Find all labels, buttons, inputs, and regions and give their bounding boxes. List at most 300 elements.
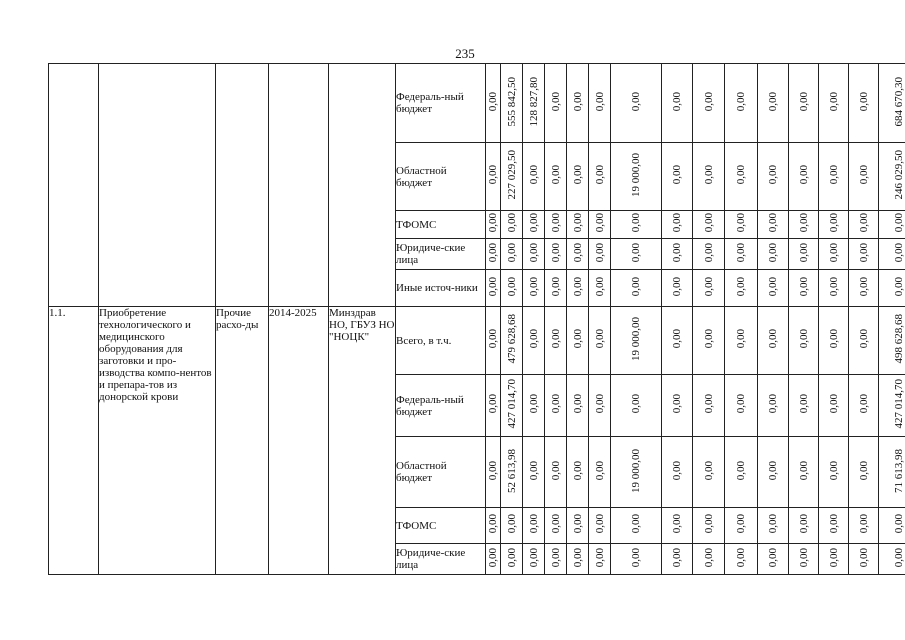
amount-value: 0,00 — [767, 329, 779, 349]
amount-cell — [758, 508, 789, 544]
amount-value: 0,00 — [571, 329, 584, 349]
amount-value: 0,00 — [671, 276, 683, 297]
amount-cell — [501, 239, 523, 270]
expense-type-cell: Прочие расхо-ды — [216, 307, 269, 575]
amount-value: 0,00 — [797, 514, 810, 534]
amount-value: 0,00 — [767, 91, 779, 112]
amount-value: 0,00 — [630, 514, 642, 534]
amount-cell — [849, 211, 879, 239]
amount-cell — [879, 211, 905, 239]
amount-cell — [879, 307, 905, 375]
amount-value: 0,00 — [702, 394, 715, 414]
amount-value: 19 000,00 — [630, 448, 642, 493]
amount-value: 0,00 — [593, 91, 606, 112]
amount-value: 0,00 — [671, 213, 683, 233]
amount-value: 0,00 — [857, 91, 870, 112]
period-cell — [269, 64, 329, 307]
amount-value: 0,00 — [702, 165, 715, 185]
amount-cell — [486, 239, 501, 270]
amount-cell — [693, 544, 725, 575]
amount-value: 0,00 — [702, 242, 715, 263]
amount-cell — [693, 307, 725, 375]
amount-value: 0,00 — [797, 276, 810, 297]
amount-cell — [662, 544, 693, 575]
amount-cell — [725, 211, 758, 239]
amount-value: 0,00 — [593, 213, 606, 233]
amount-cell — [523, 211, 545, 239]
amount-cell — [589, 239, 611, 270]
funding-source-cell: Областной бюджет — [396, 143, 486, 211]
amount-cell — [819, 437, 849, 508]
amount-value: 0,00 — [593, 165, 606, 185]
amount-value: 0,00 — [702, 329, 715, 349]
amount-value: 0,00 — [630, 242, 642, 263]
amount-value: 0,00 — [671, 242, 683, 263]
amount-cell — [725, 239, 758, 270]
amount-cell — [849, 239, 879, 270]
amount-value: 0,00 — [827, 91, 840, 112]
amount-cell — [545, 211, 567, 239]
amount-value: 0,00 — [527, 276, 540, 297]
amount-value: 0,00 — [893, 242, 905, 263]
amount-value: 0,00 — [735, 242, 747, 263]
amount-value: 0,00 — [671, 165, 683, 185]
amount-cell — [589, 375, 611, 437]
amount-value: 0,00 — [487, 329, 499, 349]
amount-value: 0,00 — [549, 514, 562, 534]
amount-value: 0,00 — [630, 91, 642, 112]
amount-cell — [501, 143, 523, 211]
amount-value: 0,00 — [735, 460, 747, 481]
amount-value: 19 000,00 — [630, 153, 642, 197]
amount-value: 0,00 — [797, 329, 810, 349]
amount-cell — [789, 64, 819, 143]
amount-cell — [611, 270, 662, 307]
amount-cell — [545, 307, 567, 375]
amount-value: 0,00 — [571, 242, 584, 263]
amount-value: 0,00 — [571, 514, 584, 534]
amount-cell — [879, 64, 905, 143]
amount-value: 0,00 — [593, 547, 606, 568]
amount-value: 0,00 — [857, 165, 870, 185]
amount-cell — [758, 437, 789, 508]
amount-value: 0,00 — [527, 329, 540, 349]
amount-cell — [879, 508, 905, 544]
amount-cell — [611, 307, 662, 375]
amount-value: 0,00 — [549, 213, 562, 233]
amount-cell — [819, 375, 849, 437]
amount-cell — [789, 270, 819, 307]
amount-cell — [819, 508, 849, 544]
amount-value: 0,00 — [767, 460, 779, 481]
amount-value: 0,00 — [827, 460, 840, 481]
amount-cell — [758, 544, 789, 575]
amount-cell — [486, 211, 501, 239]
amount-value: 0,00 — [735, 394, 747, 414]
amount-cell — [849, 143, 879, 211]
amount-cell — [567, 270, 589, 307]
amount-value: 0,00 — [571, 91, 584, 112]
amount-cell — [693, 270, 725, 307]
amount-value: 0,00 — [571, 213, 584, 233]
measure-name-cell: Приобретение технологического и медицинского оборудования для заготовки и про-изводства компо-нентов и препара-тов из донорской крови — [99, 307, 216, 575]
amount-value: 0,00 — [797, 165, 810, 185]
amount-value: 71 613,98 — [893, 448, 905, 493]
amount-value: 479 628,68 — [505, 314, 518, 364]
amount-cell — [611, 375, 662, 437]
amount-value: 0,00 — [702, 514, 715, 534]
amount-value: 0,00 — [735, 547, 747, 568]
amount-cell — [567, 375, 589, 437]
amount-cell — [879, 143, 905, 211]
amount-cell — [589, 64, 611, 143]
amount-cell — [725, 64, 758, 143]
amount-cell — [879, 544, 905, 575]
amount-cell — [589, 437, 611, 508]
amount-value: 0,00 — [735, 165, 747, 185]
amount-cell — [725, 544, 758, 575]
amount-value: 0,00 — [767, 276, 779, 297]
amount-value: 0,00 — [487, 547, 499, 568]
amount-cell — [501, 270, 523, 307]
amount-cell — [486, 143, 501, 211]
amount-value: 0,00 — [671, 91, 683, 112]
amount-cell — [523, 64, 545, 143]
amount-cell — [545, 64, 567, 143]
amount-value: 0,00 — [671, 329, 683, 349]
amount-cell — [589, 211, 611, 239]
amount-value: 0,00 — [593, 394, 606, 414]
amount-cell — [849, 544, 879, 575]
amount-cell — [819, 307, 849, 375]
amount-cell — [819, 143, 849, 211]
amount-cell — [545, 375, 567, 437]
amount-cell — [567, 64, 589, 143]
amount-cell — [589, 270, 611, 307]
amount-cell — [662, 211, 693, 239]
amount-cell — [725, 270, 758, 307]
amount-cell — [662, 270, 693, 307]
funding-source-cell: Всего, в т.ч. — [396, 307, 486, 375]
amount-value: 0,00 — [702, 547, 715, 568]
amount-value: 0,00 — [630, 394, 642, 414]
amount-value: 0,00 — [505, 514, 518, 534]
amount-value: 0,00 — [505, 242, 518, 263]
table-row — [49, 64, 905, 143]
amount-cell — [486, 64, 501, 143]
amount-cell — [486, 544, 501, 575]
amount-value: 0,00 — [827, 213, 840, 233]
amount-value: 0,00 — [505, 547, 518, 568]
amount-value: 0,00 — [527, 242, 540, 263]
amount-cell — [693, 143, 725, 211]
amount-cell — [523, 307, 545, 375]
executor-cell — [329, 64, 396, 307]
amount-value: 0,00 — [893, 276, 905, 297]
row-number-cell — [49, 64, 99, 307]
amount-value: 0,00 — [735, 329, 747, 349]
amount-value: 0,00 — [827, 242, 840, 263]
amount-cell — [693, 437, 725, 508]
amount-value: 0,00 — [527, 514, 540, 534]
amount-value: 0,00 — [549, 165, 562, 185]
amount-cell — [589, 307, 611, 375]
amount-value: 0,00 — [505, 213, 518, 233]
amount-value: 0,00 — [487, 394, 499, 414]
amount-cell — [789, 239, 819, 270]
amount-value: 0,00 — [487, 213, 499, 233]
amount-value: 19 000,00 — [630, 317, 642, 361]
expense-type-cell — [216, 64, 269, 307]
amount-value: 0,00 — [527, 460, 540, 481]
amount-cell — [611, 143, 662, 211]
amount-cell — [758, 375, 789, 437]
amount-value: 0,00 — [487, 165, 499, 185]
amount-value: 427 014,70 — [893, 379, 905, 429]
amount-value: 0,00 — [593, 329, 606, 349]
amount-value: 0,00 — [857, 242, 870, 263]
amount-cell — [501, 437, 523, 508]
amount-cell — [567, 239, 589, 270]
amount-cell — [545, 270, 567, 307]
amount-value: 0,00 — [671, 547, 683, 568]
amount-cell — [819, 211, 849, 239]
amount-value: 0,00 — [593, 514, 606, 534]
amount-value: 0,00 — [735, 514, 747, 534]
amount-value: 0,00 — [702, 460, 715, 481]
funding-source-cell: ТФОМС — [396, 508, 486, 544]
amount-value: 0,00 — [487, 514, 499, 534]
amount-value: 0,00 — [797, 394, 810, 414]
amount-value: 0,00 — [893, 213, 905, 233]
amount-cell — [567, 307, 589, 375]
amount-value: 498 628,68 — [893, 314, 905, 364]
amount-value: 0,00 — [767, 514, 779, 534]
amount-cell — [501, 508, 523, 544]
amount-cell — [758, 64, 789, 143]
amount-cell — [567, 437, 589, 508]
amount-value: 0,00 — [527, 547, 540, 568]
amount-cell — [567, 544, 589, 575]
amount-cell — [501, 64, 523, 143]
amount-value: 0,00 — [893, 514, 905, 534]
amount-value: 0,00 — [767, 394, 779, 414]
amount-cell — [789, 143, 819, 211]
amount-value: 0,00 — [549, 394, 562, 414]
funding-source-cell: Юридиче-ские лица — [396, 544, 486, 575]
amount-cell — [849, 64, 879, 143]
amount-value: 0,00 — [630, 213, 642, 233]
amount-cell — [849, 508, 879, 544]
amount-cell — [486, 270, 501, 307]
amount-value: 246 029,50 — [893, 150, 905, 200]
amount-value: 0,00 — [702, 91, 715, 112]
amount-value: 0,00 — [671, 514, 683, 534]
amount-value: 0,00 — [487, 460, 499, 481]
amount-cell — [849, 307, 879, 375]
amount-cell — [758, 239, 789, 270]
amount-cell — [501, 544, 523, 575]
amount-cell — [819, 544, 849, 575]
amount-cell — [693, 375, 725, 437]
amount-value: 0,00 — [857, 547, 870, 568]
amount-cell — [662, 508, 693, 544]
amount-value: 0,00 — [487, 276, 499, 297]
amount-value: 227 029,50 — [505, 150, 518, 200]
row-number-cell: 1.1. — [49, 307, 99, 575]
amount-value: 0,00 — [827, 276, 840, 297]
amount-cell — [611, 211, 662, 239]
amount-cell — [693, 64, 725, 143]
amount-cell — [523, 437, 545, 508]
amount-value: 0,00 — [827, 394, 840, 414]
amount-cell — [567, 508, 589, 544]
amount-cell — [725, 437, 758, 508]
amount-value: 0,00 — [527, 213, 540, 233]
amount-value: 0,00 — [702, 276, 715, 297]
amount-value: 0,00 — [857, 213, 870, 233]
amount-cell — [725, 508, 758, 544]
amount-value: 128 827,80 — [527, 76, 540, 127]
amount-value: 0,00 — [549, 329, 562, 349]
page-number: 235 — [455, 46, 475, 61]
amount-cell — [725, 307, 758, 375]
amount-cell — [789, 307, 819, 375]
amount-cell — [611, 239, 662, 270]
amount-value: 0,00 — [735, 213, 747, 233]
amount-cell — [545, 437, 567, 508]
amount-value: 0,00 — [827, 329, 840, 349]
amount-value: 0,00 — [797, 213, 810, 233]
amount-cell — [849, 270, 879, 307]
amount-value: 0,00 — [571, 460, 584, 481]
amount-cell — [523, 508, 545, 544]
amount-cell — [819, 270, 849, 307]
amount-cell — [879, 239, 905, 270]
amount-cell — [789, 375, 819, 437]
amount-value: 0,00 — [593, 460, 606, 481]
amount-cell — [486, 375, 501, 437]
amount-value: 0,00 — [549, 547, 562, 568]
amount-value: 0,00 — [549, 460, 562, 481]
period-cell: 2014-2025 — [269, 307, 329, 575]
amount-cell — [501, 307, 523, 375]
amount-value: 0,00 — [893, 547, 905, 568]
amount-cell — [849, 437, 879, 508]
amount-cell — [523, 270, 545, 307]
amount-cell — [589, 143, 611, 211]
amount-cell — [789, 211, 819, 239]
amount-cell — [662, 307, 693, 375]
amount-cell — [545, 508, 567, 544]
amount-cell — [662, 143, 693, 211]
amount-cell — [611, 64, 662, 143]
funding-source-cell: Юридиче-ские лица — [396, 239, 486, 270]
amount-cell — [849, 375, 879, 437]
amount-cell — [693, 211, 725, 239]
amount-value: 0,00 — [797, 460, 810, 481]
amount-cell — [879, 437, 905, 508]
amount-cell — [501, 211, 523, 239]
amount-value: 0,00 — [527, 165, 540, 185]
amount-cell — [501, 375, 523, 437]
amount-value: 0,00 — [671, 394, 683, 414]
amount-value: 0,00 — [487, 242, 499, 263]
amount-value: 0,00 — [857, 460, 870, 481]
budget-table — [48, 63, 905, 575]
amount-value: 427 014,70 — [505, 379, 518, 429]
executor-cell: Минздрав НО, ГБУЗ НО "НОЦК" — [329, 307, 396, 575]
amount-value: 0,00 — [827, 165, 840, 185]
amount-cell — [758, 143, 789, 211]
amount-cell — [611, 544, 662, 575]
amount-cell — [589, 508, 611, 544]
amount-value: 0,00 — [857, 329, 870, 349]
amount-value: 0,00 — [593, 276, 606, 297]
amount-cell — [486, 307, 501, 375]
amount-value: 0,00 — [630, 547, 642, 568]
amount-cell — [725, 375, 758, 437]
amount-cell — [545, 143, 567, 211]
amount-cell — [523, 239, 545, 270]
amount-cell — [789, 544, 819, 575]
amount-value: 0,00 — [857, 394, 870, 414]
amount-cell — [725, 143, 758, 211]
amount-value: 0,00 — [827, 514, 840, 534]
amount-value: 0,00 — [549, 91, 562, 112]
amount-cell — [879, 375, 905, 437]
amount-cell — [662, 375, 693, 437]
amount-value: 0,00 — [827, 547, 840, 568]
amount-value: 0,00 — [549, 242, 562, 263]
amount-value: 0,00 — [857, 276, 870, 297]
amount-value: 0,00 — [767, 242, 779, 263]
amount-cell — [611, 437, 662, 508]
amount-value: 0,00 — [571, 547, 584, 568]
amount-cell — [523, 143, 545, 211]
amount-cell — [523, 375, 545, 437]
amount-cell — [545, 544, 567, 575]
amount-cell — [589, 544, 611, 575]
amount-cell — [662, 437, 693, 508]
amount-value: 555 842,50 — [505, 76, 518, 127]
amount-value: 0,00 — [671, 460, 683, 481]
amount-cell — [523, 544, 545, 575]
table-row — [49, 307, 905, 375]
funding-source-cell: Иные источ-ники — [396, 270, 486, 307]
amount-value: 52 613,98 — [505, 448, 518, 493]
amount-cell — [789, 508, 819, 544]
amount-value: 0,00 — [767, 547, 779, 568]
amount-cell — [486, 437, 501, 508]
amount-value: 0,00 — [593, 242, 606, 263]
amount-cell — [693, 239, 725, 270]
amount-value: 0,00 — [735, 276, 747, 297]
funding-source-cell: ТФОМС — [396, 211, 486, 239]
funding-source-cell: Федераль-ный бюджет — [396, 375, 486, 437]
amount-value: 684 670,30 — [893, 76, 905, 127]
amount-cell — [567, 143, 589, 211]
amount-cell — [662, 64, 693, 143]
amount-cell — [789, 437, 819, 508]
amount-cell — [567, 211, 589, 239]
amount-value: 0,00 — [857, 514, 870, 534]
amount-value: 0,00 — [571, 394, 584, 414]
amount-value: 0,00 — [571, 276, 584, 297]
amount-cell — [486, 508, 501, 544]
amount-value: 0,00 — [797, 242, 810, 263]
measure-name-cell — [99, 64, 216, 307]
